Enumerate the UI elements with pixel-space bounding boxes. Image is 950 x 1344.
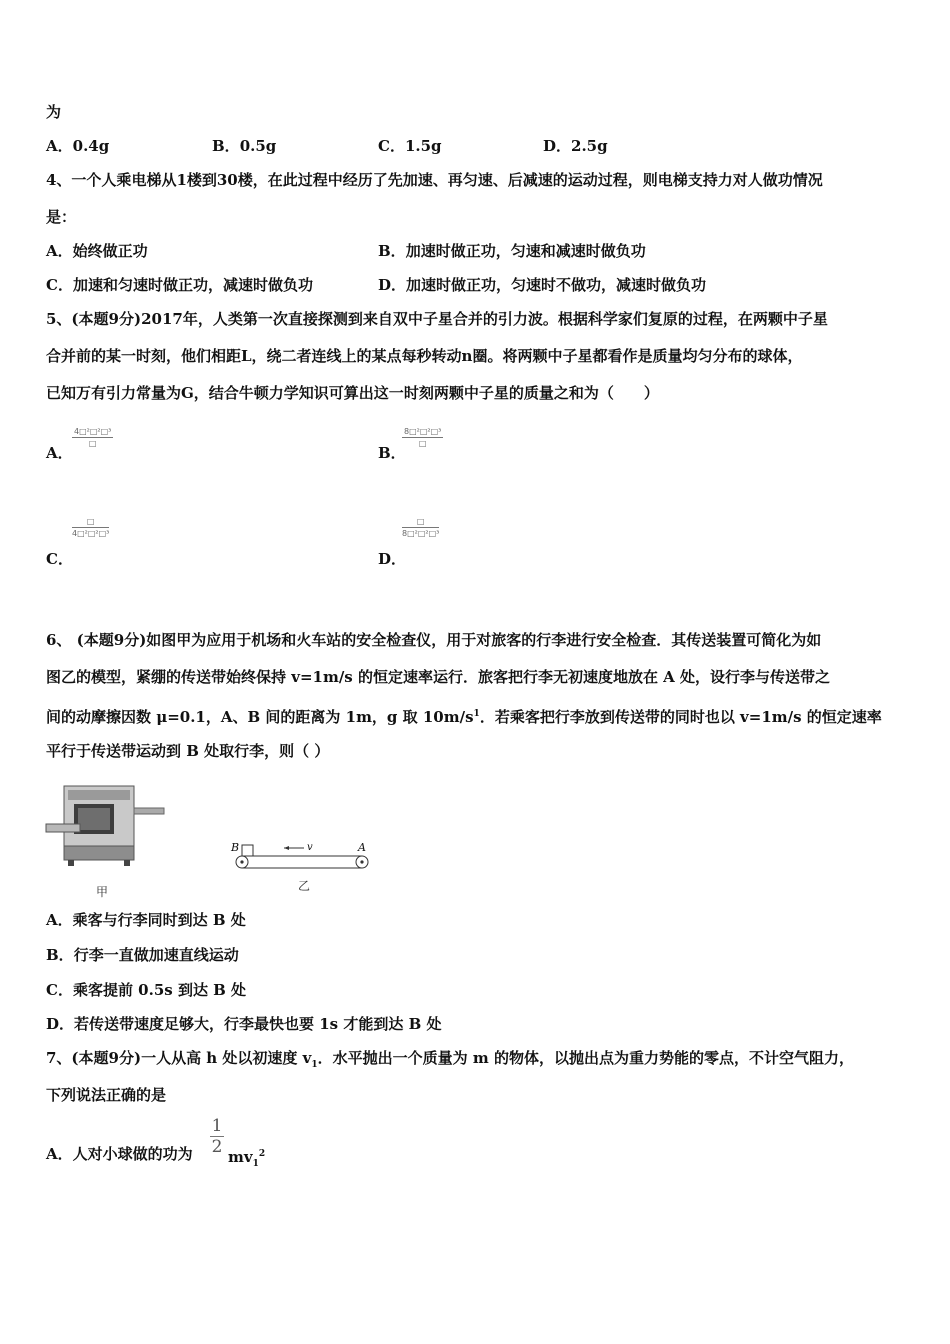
q5-option-a-formula xyxy=(72,427,113,448)
q6-stem-line2: 图乙的模型，紧绷的传送带始终保持 v=1m/s 的恒定速率运行．旅客把行李无初速度地放在 A 处，设行李与传送带之 xyxy=(46,668,831,686)
formula-numerator: □ xyxy=(72,517,109,528)
fraction-denominator: 2 xyxy=(211,1137,223,1157)
formula-denominator: □ xyxy=(88,439,97,448)
q5-stem-line2: 合并前的某一时刻，他们相距L，绕二者连线上的某点每秒转动n圈。将两颗中子星都看作是质量均匀分布的球体， xyxy=(46,347,803,365)
q4-option-a[interactable]: A．始终做正功 xyxy=(46,242,148,260)
formula-numerator: 8□²□²□³ xyxy=(404,427,442,436)
velocity-arrowhead xyxy=(284,846,289,850)
q4-stem-line2: 是： xyxy=(46,208,77,226)
belt-roller-right-axle xyxy=(360,860,363,863)
fraction-numerator: 1 xyxy=(211,1116,223,1136)
q5-option-d-formula xyxy=(402,517,439,538)
q5-option-d-label[interactable]: D． xyxy=(378,550,407,568)
q5-option-b-label[interactable]: B． xyxy=(378,444,406,462)
luggage-box xyxy=(242,845,253,856)
q7-option-a[interactable]: A．人对小球做的功为 xyxy=(46,1145,193,1163)
q5-stem-line3: 已知万有引力常量为G，结合牛顿力学知识可算出这一时刻两颗中子星的质量之和为（ ） xyxy=(46,384,659,402)
q5-option-c-label[interactable]: C． xyxy=(46,550,73,568)
formula-denominator: 8□²□²□³ xyxy=(402,529,440,538)
q3-option-c[interactable]: C．1.5g xyxy=(378,137,442,155)
q5-option-c-formula xyxy=(72,517,109,538)
q3-tail-text: 为 xyxy=(46,103,62,121)
figure-yi-caption: 乙 xyxy=(298,879,311,893)
q6-stem-line1: 6、 (本题9分)如图甲为应用于机场和火车站的安全检查仪，用于对旅客的行李进行安全检查．其传送装置可简化为如 xyxy=(46,631,822,649)
figure-jia-caption: 甲 xyxy=(96,885,109,899)
q4-stem-line1: 4、一个人乘电梯从1楼到30楼，在此过程中经历了先加速、再匀速、后减速的运动过程，则电梯支持力对人做功情况 xyxy=(46,171,823,189)
figure-point-b: B xyxy=(231,841,240,854)
conveyor-belt-figure xyxy=(228,836,376,878)
q3-option-b[interactable]: B．0.5g xyxy=(212,137,277,155)
q6-option-a[interactable]: A．乘客与行李同时到达 B 处 xyxy=(46,911,246,929)
q6-option-d[interactable]: D．若传送带速度足够大，行李最快也要 1s 才能到达 B 处 xyxy=(46,1015,442,1033)
formula-numerator: 4□²□²□³ xyxy=(74,427,112,436)
q7-half-fraction xyxy=(210,1116,224,1157)
q7-option-a-expression: $mv_1^2$ xyxy=(228,1148,266,1169)
q5-stem-line1: 5、(本题9分)2017年，人类第一次直接探测到来自双中子星合并的引力波。根据科学家们复原的过程，在两颗中子星 xyxy=(46,310,828,328)
formula-numerator: □ xyxy=(402,517,439,528)
scanner-foot-right xyxy=(124,860,130,866)
q6-stem-line3: 间的动摩擦因数 μ=0.1，A、B 间的距离为 1m，g 取 $10m/s^1$．若乘客把行李放到传送带的同时也以 v=1m/s 的恒定速率 xyxy=(46,708,882,726)
figure-point-a: A xyxy=(358,841,366,854)
q5-option-b-formula xyxy=(402,427,443,448)
scanner-tunnel-inner xyxy=(78,808,110,830)
scanner-exit-conveyor xyxy=(134,808,164,814)
belt-roller-left-axle xyxy=(240,860,243,863)
q3-option-a[interactable]: A．0.4g xyxy=(46,137,110,155)
scanner-base xyxy=(64,846,134,860)
q4-option-d[interactable]: D．加速时做正功，匀速时不做功，减速时做负功 xyxy=(378,276,707,294)
q6-option-b[interactable]: B．行李一直做加速直线运动 xyxy=(46,946,239,964)
scanner-top-panel xyxy=(68,790,130,800)
q4-option-b[interactable]: B．加速时做正功，匀速和减速时做负功 xyxy=(378,242,646,260)
scanner-entry-conveyor xyxy=(46,824,80,832)
formula-denominator: 4□²□²□³ xyxy=(72,529,110,538)
q4-option-c[interactable]: C．加速和匀速时做正功，减速时做负功 xyxy=(46,276,313,294)
q5-option-a-label[interactable]: A． xyxy=(46,444,73,462)
xray-scanner-figure xyxy=(44,778,170,880)
formula-denominator: □ xyxy=(418,439,427,448)
q6-stem-line4: 平行于传送带运动到 B 处取行李，则（ ） xyxy=(46,742,330,760)
scanner-foot-left xyxy=(68,860,74,866)
figure-velocity-label: v xyxy=(307,842,313,853)
q7-stem-line2: 下列说法正确的是 xyxy=(46,1086,167,1104)
q3-option-d[interactable]: D．2.5g xyxy=(543,137,608,155)
q7-stem-line1: 7、(本题9分)一人从高 h 处以初速度 $v_1$．水平抛出一个质量为 m 的物体，以抛出点为重力势能的零点，不计空气阻力， xyxy=(46,1049,854,1070)
q6-option-c[interactable]: C．乘客提前 0.5s 到达 B 处 xyxy=(46,981,247,999)
